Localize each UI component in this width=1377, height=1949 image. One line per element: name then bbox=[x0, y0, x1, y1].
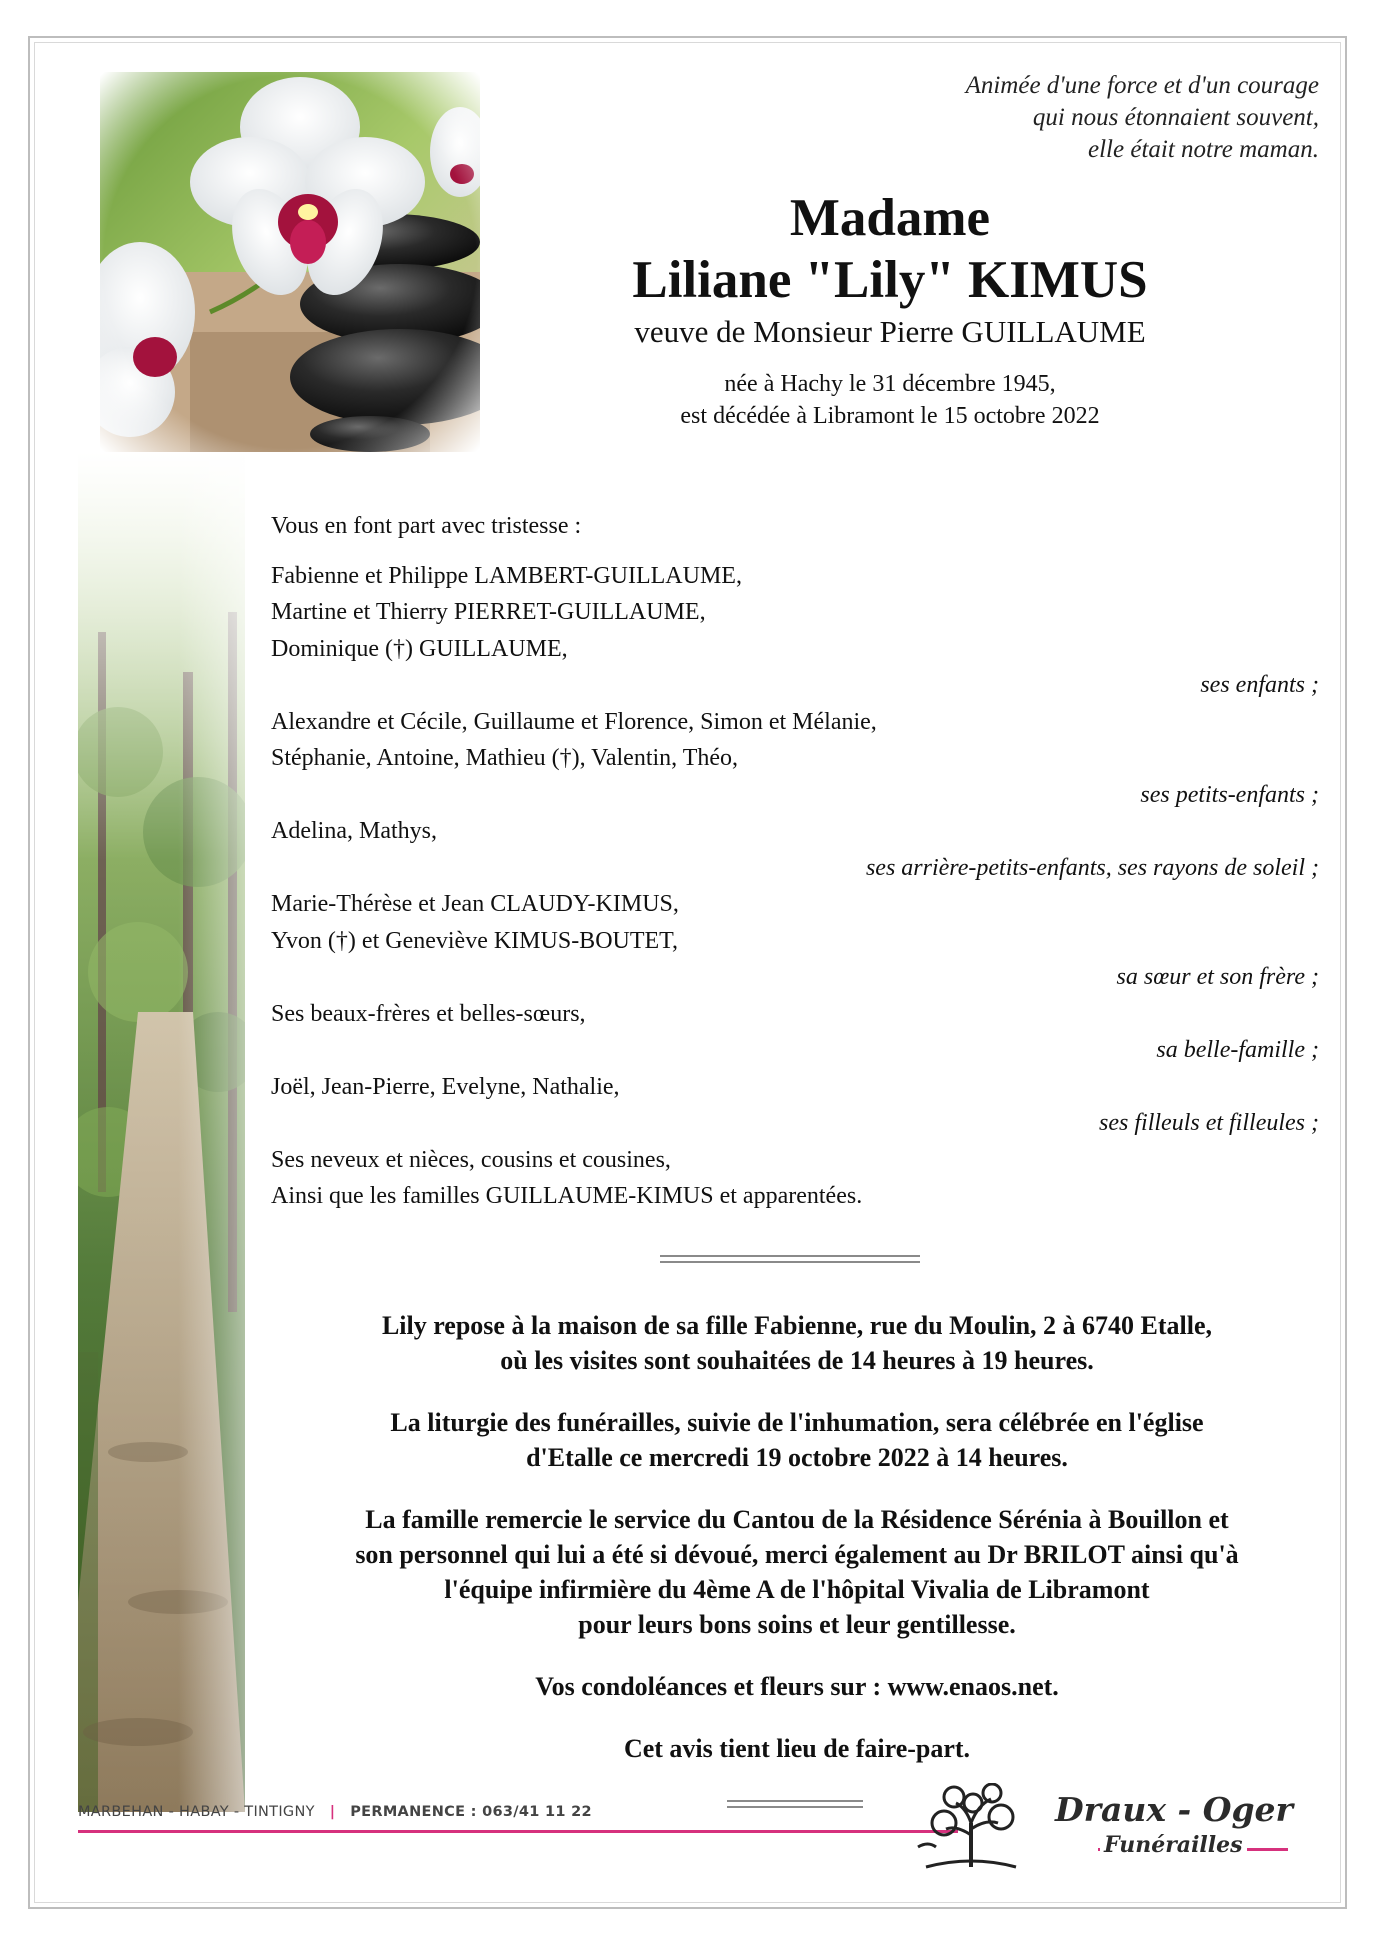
opening-quote bbox=[799, 70, 1319, 166]
permanence-phone: PERMANENCE : 063/41 11 22 bbox=[350, 1804, 592, 1820]
relation-label: ses enfants ; bbox=[1200, 672, 1319, 698]
family-line: Marie-Thérèse et Jean CLAUDY-KIMUS, bbox=[271, 891, 679, 917]
brand-name: Draux - Oger bbox=[1055, 1790, 1293, 1829]
honorific: Madame bbox=[789, 189, 991, 247]
family-line: Stéphanie, Antoine, Mathieu (†), Valentin, Théo, bbox=[271, 745, 739, 771]
section-divider bbox=[660, 1255, 920, 1263]
family-line: Fabienne et Philippe LAMBERT-GUILLAUME, bbox=[271, 562, 742, 589]
thanks-paragraph bbox=[271, 1502, 1323, 1642]
rest-line: où les visites sont souhaitées de 14 heures à 19 heures. bbox=[500, 1346, 1094, 1375]
thanks-line: pour leurs bons soins et leur gentillesse. bbox=[578, 1610, 1016, 1639]
footer-divider bbox=[727, 1800, 863, 1808]
life-dates bbox=[520, 368, 1260, 432]
funeral-paragraph bbox=[271, 1405, 1323, 1475]
funeral-home-contact bbox=[78, 1804, 592, 1820]
family-line: Dominique (†) GUILLAUME, bbox=[271, 635, 568, 662]
relation-label: ses filleuls et filleules ; bbox=[1099, 1110, 1319, 1136]
deceased-identity bbox=[520, 188, 1260, 432]
funeral-details bbox=[271, 1308, 1323, 1793]
relation-label: sa sœur et son frère ; bbox=[1116, 964, 1319, 990]
rest-paragraph bbox=[271, 1308, 1323, 1378]
tree-logo-icon bbox=[916, 1783, 1026, 1869]
thanks-line: l'équipe infirmière du 4ème A de l'hôpital Vivalia de Libramont bbox=[444, 1575, 1150, 1604]
announcement-intro: Vous en font part avec tristesse : bbox=[271, 513, 582, 539]
family-line: Ses beaux-frères et belles-sœurs, bbox=[271, 1000, 586, 1027]
death-line: est décédée à Libramont le 15 octobre 2022 bbox=[680, 403, 1100, 429]
notice-line: Cet avis tient lieu de faire-part. bbox=[623, 1734, 971, 1763]
orchid-stones-image bbox=[100, 72, 480, 452]
family-line: Alexandre et Cécile, Guillaume et Florence, Simon et Mélanie, bbox=[271, 708, 877, 735]
quote-line: Animée d'une force et d'un courage bbox=[965, 72, 1319, 99]
family-line: Yvon (†) et Geneviève KIMUS-BOUTET, bbox=[271, 927, 679, 954]
thanks-line: son personnel qui lui a été si dévoué, merci également au Dr BRILOT ainsi qu'à bbox=[355, 1540, 1239, 1569]
footer-accent-line bbox=[78, 1830, 958, 1833]
quote-line: qui nous étonnaient souvent, bbox=[1032, 104, 1319, 131]
relation-label: ses petits-enfants ; bbox=[1140, 781, 1319, 808]
forest-path-image bbox=[78, 452, 245, 1812]
family-line: Joël, Jean-Pierre, Evelyne, Nathalie, bbox=[271, 1073, 620, 1100]
funeral-line: d'Etalle ce mercredi 19 octobre 2022 à 14 heures. bbox=[526, 1443, 1068, 1472]
widow-of: veuve de Monsieur Pierre GUILLAUME bbox=[634, 314, 1146, 349]
closing-line: Ainsi que les familles GUILLAUME-KIMUS et apparentées. bbox=[271, 1183, 863, 1209]
condolences-line: Vos condoléances et fleurs sur : www.enaos.net. bbox=[535, 1672, 1059, 1701]
family-line: Adelina, Mathys, bbox=[271, 818, 437, 844]
relation-label: sa belle-famille ; bbox=[1156, 1037, 1319, 1063]
rest-line: Lily repose à la maison de sa fille Fabienne, rue du Moulin, 2 à 6740 Etalle, bbox=[381, 1311, 1213, 1340]
locations: MARBEHAN - HABAY - TINTIGNY bbox=[78, 1804, 315, 1820]
deceased-name: Liliane "Lily" KIMUS bbox=[632, 251, 1148, 309]
thanks-line: La famille remercie le service du Cantou de la Résidence Sérénia à Bouillon et bbox=[365, 1505, 1229, 1534]
funeral-line: La liturgie des funérailles, suivie de l'inhumation, sera célébrée en l'église bbox=[390, 1408, 1204, 1437]
family-line: Martine et Thierry PIERRET-GUILLAUME, bbox=[271, 599, 706, 625]
separator: | bbox=[329, 1804, 336, 1820]
brand-subtitle: Funérailles bbox=[1100, 1832, 1247, 1858]
quote-line: elle était notre maman. bbox=[1088, 136, 1319, 163]
relation-label: ses arrière-petits-enfants, ses rayons de soleil ; bbox=[865, 854, 1319, 881]
birth-line: née à Hachy le 31 décembre 1945, bbox=[724, 371, 1056, 397]
closing-line: Ses neveux et nièces, cousins et cousines, bbox=[271, 1146, 671, 1173]
family-announcement bbox=[271, 508, 1319, 1215]
